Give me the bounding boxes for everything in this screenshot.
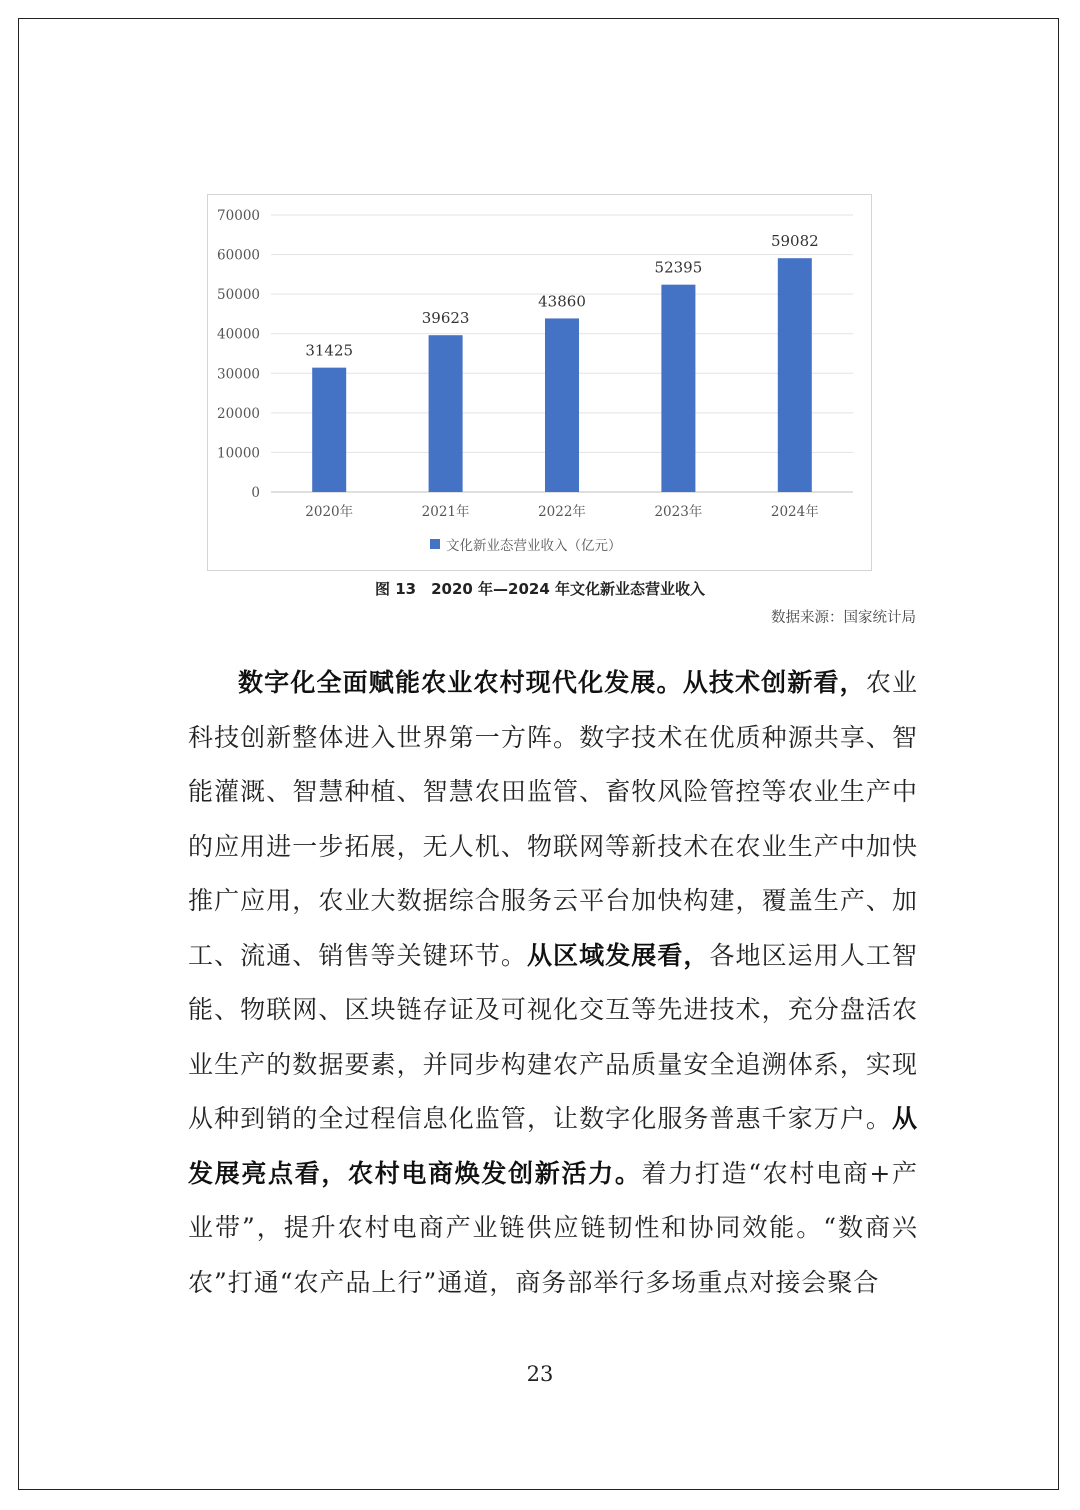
data-label: 52395 bbox=[654, 258, 703, 277]
data-label: 39623 bbox=[421, 309, 470, 328]
x-tick-label: 2023年 bbox=[654, 504, 703, 520]
x-tick-label: 2021年 bbox=[421, 504, 470, 520]
bold-heading-3: 从发展亮点看，农村电商焕发创新活力。 bbox=[188, 1104, 918, 1188]
legend-swatch bbox=[430, 539, 440, 549]
y-tick-label: 40000 bbox=[217, 326, 260, 343]
bar bbox=[661, 285, 695, 492]
y-tick-label: 10000 bbox=[217, 445, 260, 462]
y-tick-label: 0 bbox=[251, 485, 260, 501]
bold-heading-1: 数字化全面赋能农业农村现代化发展。从技术创新看， bbox=[238, 668, 866, 697]
x-tick-label: 2024年 bbox=[770, 504, 819, 520]
y-tick-label: 20000 bbox=[217, 405, 260, 422]
data-label: 43860 bbox=[538, 292, 586, 311]
page-number: 23 bbox=[526, 1362, 554, 1386]
data-source: 数据来源：国家统计局 bbox=[771, 610, 916, 626]
figure-caption: 图 13 2020 年—2024 年文化新业态营业收入 bbox=[374, 580, 706, 598]
chart-canvas bbox=[208, 195, 873, 572]
x-tick-label: 2020年 bbox=[305, 504, 354, 520]
legend-label: 文化新业态营业收入（亿元） bbox=[446, 538, 622, 554]
bar bbox=[545, 318, 579, 492]
bar-chart bbox=[207, 194, 872, 571]
data-label: 59082 bbox=[770, 232, 819, 251]
chart-legend bbox=[430, 534, 622, 554]
data-label: 31425 bbox=[305, 341, 354, 360]
paragraph-text-2: 各地区运用人工智能、物联网、区块链存证及可视化交互等先进技术，充分盘活农业生产的数据要素，并同步构建农产品质量安全追溯体系，实现从种到销的全过程信息化监管，让数字化服务普惠千家万户。 bbox=[188, 940, 918, 1133]
y-tick-label: 70000 bbox=[217, 208, 260, 224]
x-tick-label: 2022年 bbox=[538, 504, 586, 520]
y-tick-label: 50000 bbox=[217, 287, 260, 304]
paragraph-text-3: 着力打造“农村电商+产业带”，提升农村电商产业链供应链韧性和协同效能。“数商兴农”打通“农产品上行”通道，商务部举行多场重点对接会聚合 bbox=[188, 1158, 918, 1297]
bar bbox=[429, 335, 463, 492]
body-paragraph bbox=[188, 656, 918, 1310]
y-tick-label: 60000 bbox=[217, 247, 260, 264]
paragraph-text-1: 农业科技创新整体进入世界第一方阵。数字技术在优质种源共享、智能灌溉、智慧种植、智慧农田监管、畜牧风险管控等农业生产中的应用进一步拓展，无人机、物联网等新技术在农业生产中加快推广应用，农业大数据综合服务云平台加快构建，覆盖生产、加工、流通、销售等关键环节。 bbox=[188, 668, 918, 970]
y-tick-label: 30000 bbox=[217, 366, 260, 383]
bold-heading-2: 从区域发展看， bbox=[526, 940, 710, 970]
bar bbox=[778, 258, 812, 492]
bar bbox=[312, 368, 346, 492]
